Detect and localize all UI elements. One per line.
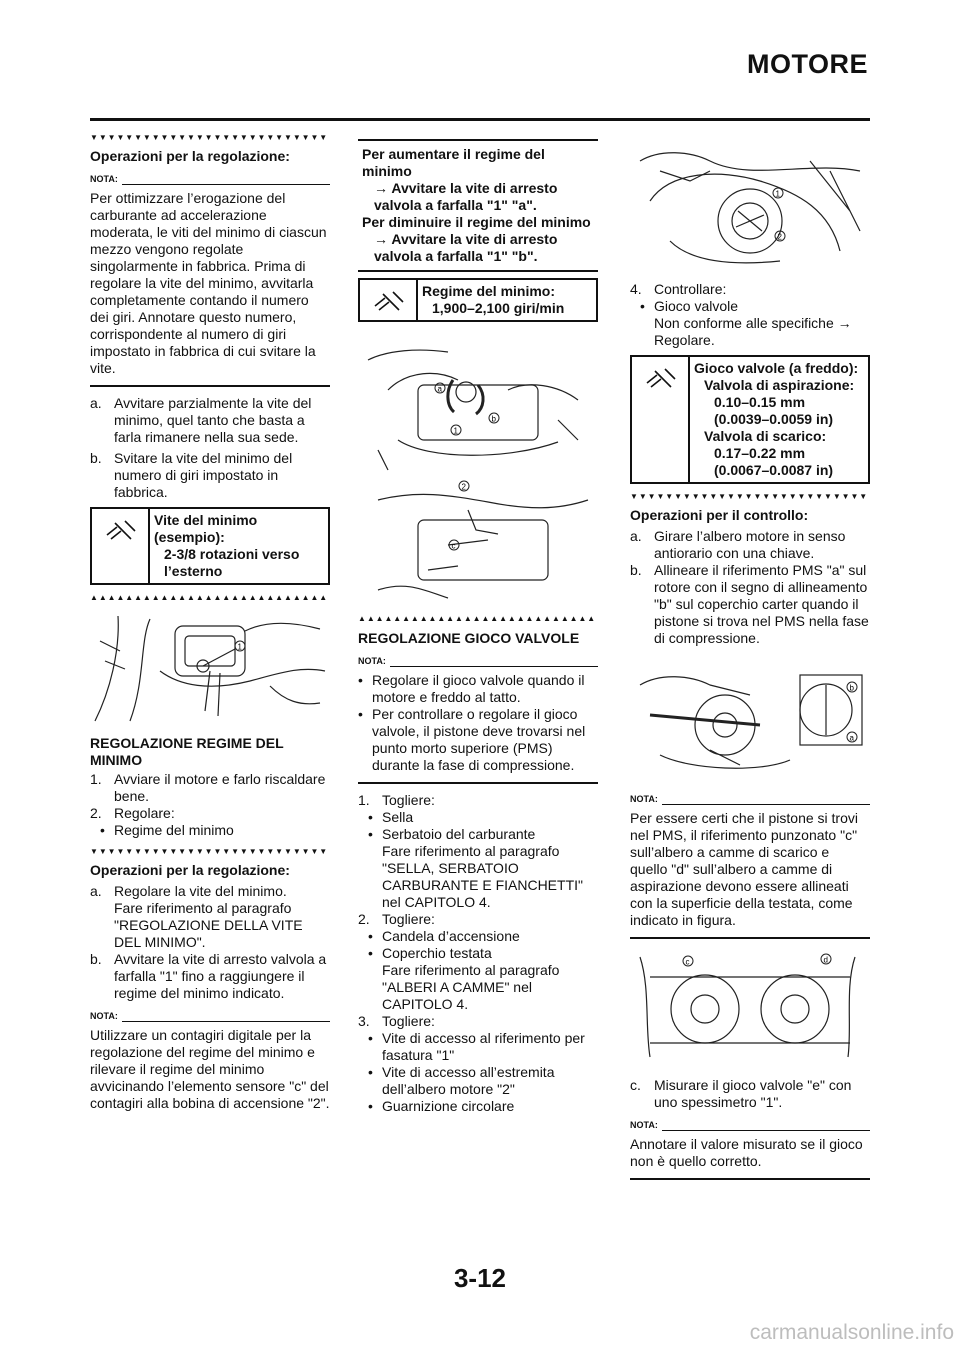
column-1: [90, 133, 330, 1118]
wrench-icon: [632, 357, 690, 482]
column-3: [630, 133, 870, 1188]
callout-label: a: [849, 733, 854, 743]
callout-label: b: [491, 414, 496, 424]
note-rule: [358, 782, 598, 784]
page-number: 3-12: [453, 1263, 507, 1293]
column-2: [358, 133, 598, 1115]
note-label: NOTA:: [630, 1117, 870, 1134]
note-rule: [630, 937, 870, 939]
bullet-item: • Sella: [368, 809, 414, 825]
list-item: 1. Togliere:: [358, 792, 435, 808]
camshaft-illustration: [630, 947, 870, 1069]
bullet-item: • Coperchio testata: [368, 945, 492, 961]
note-rule: [90, 385, 330, 387]
note-text: Utilizzare un contagiri digitale per la regolazione del regime del minimo e rilevare il regime del minimo avvicinando l’elemento sensore "c" del contagiri alla bobina di accensione "2".: [90, 1027, 330, 1111]
bullet-item: • Gioco valvole: [640, 298, 739, 314]
section-start-marker: ▼▼▼▼▼▼▼▼▼▼▼▼▼▼▼▼▼▼▼▼▼▼▼▼▼▼▼: [90, 847, 329, 856]
callout-label: 2: [777, 232, 782, 242]
throttle-screw-illustration: [90, 611, 330, 727]
list-item: c. Misurare il gioco valvole "e" con uno spessimetro "1".: [630, 1077, 852, 1110]
note-text: • Regolare il gioco valvole quando il motore e freddo al tatto. • Per controllare o regolare il gioco valvole, il pistone deve trovarsi nel punto morto superiore (PMS) durante la fase di compressione.: [358, 672, 586, 773]
spec-box: Regime del minimo: 1,900–2,100 giri/min: [358, 278, 598, 322]
section-start-marker: ▼▼▼▼▼▼▼▼▼▼▼▼▼▼▼▼▼▼▼▼▼▼▼▼▼▼▼: [90, 133, 329, 142]
callout-label: b: [849, 683, 854, 693]
note-text: Annotare il valore misurato se il gioco non è quello corretto.: [630, 1136, 863, 1169]
list-item: 1. Avviare il motore e farlo riscaldare bene.: [90, 771, 326, 804]
bullet-detail: Non conforme alle specifiche →: [654, 315, 852, 331]
bullet-item: • Candela d’accensione: [368, 928, 520, 944]
list-item: b. Svitare la vite del minimo del numero di giri impostato in fabbrica.: [90, 450, 293, 500]
section-title: REGOLAZIONE GIOCO VALVOLE: [358, 630, 580, 646]
crankcase-cover-illustration: [630, 141, 870, 273]
procedure-heading: Operazioni per il controllo:: [630, 507, 809, 523]
list-item: b. Avvitare la vite di arresto valvola a farfalla "1" fino a raggiungere il regime del minimo indicato.: [90, 951, 327, 1001]
callout-label: 1: [237, 642, 242, 652]
list-item: a. Avvitare parzialmente la vite del minimo, quel tanto che basta a farla rimanere nella sua sede.: [90, 395, 312, 445]
note-text: Per essere certi che il pistone si trovi nel PMS, il riferimento punzonato "c" sull’albero a camme di scarico e quello "d" sull’albero a camme di aspirazione devono essere allineati con la superficie della testata, come indicato in figura.: [630, 810, 858, 928]
header-rule: [90, 118, 870, 121]
spec-box: Gioco valvole (a freddo): Valvola di aspirazione: 0.10–0.15 mm (0.0039–0.0059 in) Valvola di scarico: 0.17–0.22 mm (0.0067–0.0087 in): [630, 355, 870, 484]
list-item: 4. Controllare:: [630, 281, 727, 297]
callout-label: c: [451, 541, 456, 551]
section-title: REGOLAZIONE REGIME DEL MINIMO: [90, 735, 284, 768]
bullet-item: • Vite di accesso al riferimento per fasatura "1": [368, 1030, 585, 1063]
list-item: 2. Regolare:: [90, 805, 175, 821]
list-item: a. Girare l’albero motore in senso antiorario con una chiave.: [630, 528, 846, 561]
adjustment-instruction-box: Per aumentare il regime del minimo → Avvitare la vite di arresto valvola a farfalla "1" "a". Per diminuire il regime del minimo → Avvitare la vite di arresto valvola a farfalla "1" "b".: [358, 139, 598, 272]
list-item: a. Regolare la vite del minimo.: [90, 883, 287, 899]
idle-screw-illustration: [358, 330, 598, 606]
callout-label: c: [685, 957, 690, 967]
watermark: carmanualsonline.info: [749, 1321, 954, 1344]
callout-label: d: [823, 955, 828, 965]
list-item: 3. Togliere:: [358, 1013, 435, 1029]
wrench-icon: [360, 280, 418, 320]
bullet-item: • Regime del minimo: [100, 822, 234, 838]
callout-label: 1: [775, 189, 780, 199]
note-label: NOTA:: [630, 791, 870, 808]
bullet-item: • Serbatoio del carburante: [368, 826, 536, 842]
note-label: NOTA:: [90, 1008, 330, 1025]
callout-label: a: [437, 384, 442, 394]
reference-text: Fare riferimento al paragrafo "REGOLAZIONE DELLA VITE DEL MINIMO".: [114, 900, 303, 950]
wrench-icon: [92, 509, 150, 583]
list-item: 2. Togliere:: [358, 911, 435, 927]
bullet-item: • Guarnizione circolare: [368, 1098, 515, 1114]
callout-label: 1: [453, 426, 458, 436]
section-start-marker: ▼▼▼▼▼▼▼▼▼▼▼▼▼▼▼▼▼▼▼▼▼▼▼▼▼▼▼: [630, 492, 869, 501]
reference-text: Fare riferimento al paragrafo "ALBERI A CAMME" nel CAPITOLO 4.: [382, 962, 560, 1012]
bullet-item: • Vite di accesso all’estremita dell’albero motore "2": [368, 1064, 555, 1097]
note-label: NOTA:: [358, 653, 598, 670]
rotor-alignment-illustration: [630, 655, 870, 783]
procedure-heading: Operazioni per la regolazione:: [90, 862, 290, 878]
section-end-marker: ▲▲▲▲▲▲▲▲▲▲▲▲▲▲▲▲▲▲▲▲▲▲▲▲▲▲▲: [90, 593, 329, 602]
note-rule: [630, 1178, 870, 1180]
page-title: MOTORE: [746, 49, 868, 79]
spec-box: Vite del minimo (esempio): 2-3/8 rotazioni verso l’esterno: [90, 507, 330, 585]
procedure-heading: Operazioni per la regolazione:: [90, 148, 290, 164]
note-label: NOTA:: [90, 171, 330, 188]
callout-label: 2: [461, 482, 466, 492]
note-text: Per ottimizzare l’erogazione del carburante ad accelerazione moderata, le viti del minimo di ciascun mezzo vengono regolate singolarmente in fabbrica. Prima di regolare la vite del minimo, avvitarla completamente contando il numero dei giri. Annotare questo numero, corrispondente al numero di giri impostato in fabbrica di cui svitare la vite.: [90, 190, 327, 376]
bullet-action: Regolare.: [654, 332, 715, 348]
reference-text: Fare riferimento al paragrafo "SELLA, SERBATOIO CARBURANTE E FIANCHETTI" nel CAPITOLO 4.: [382, 843, 583, 910]
list-item: b. Allineare il riferimento PMS "a" sul rotore con il segno di allineamento "b" sul coperchio carter quando il pistone si trova nel PMS nella fase di compressione.: [630, 562, 869, 646]
section-end-marker: ▲▲▲▲▲▲▲▲▲▲▲▲▲▲▲▲▲▲▲▲▲▲▲▲▲▲▲: [358, 614, 597, 623]
